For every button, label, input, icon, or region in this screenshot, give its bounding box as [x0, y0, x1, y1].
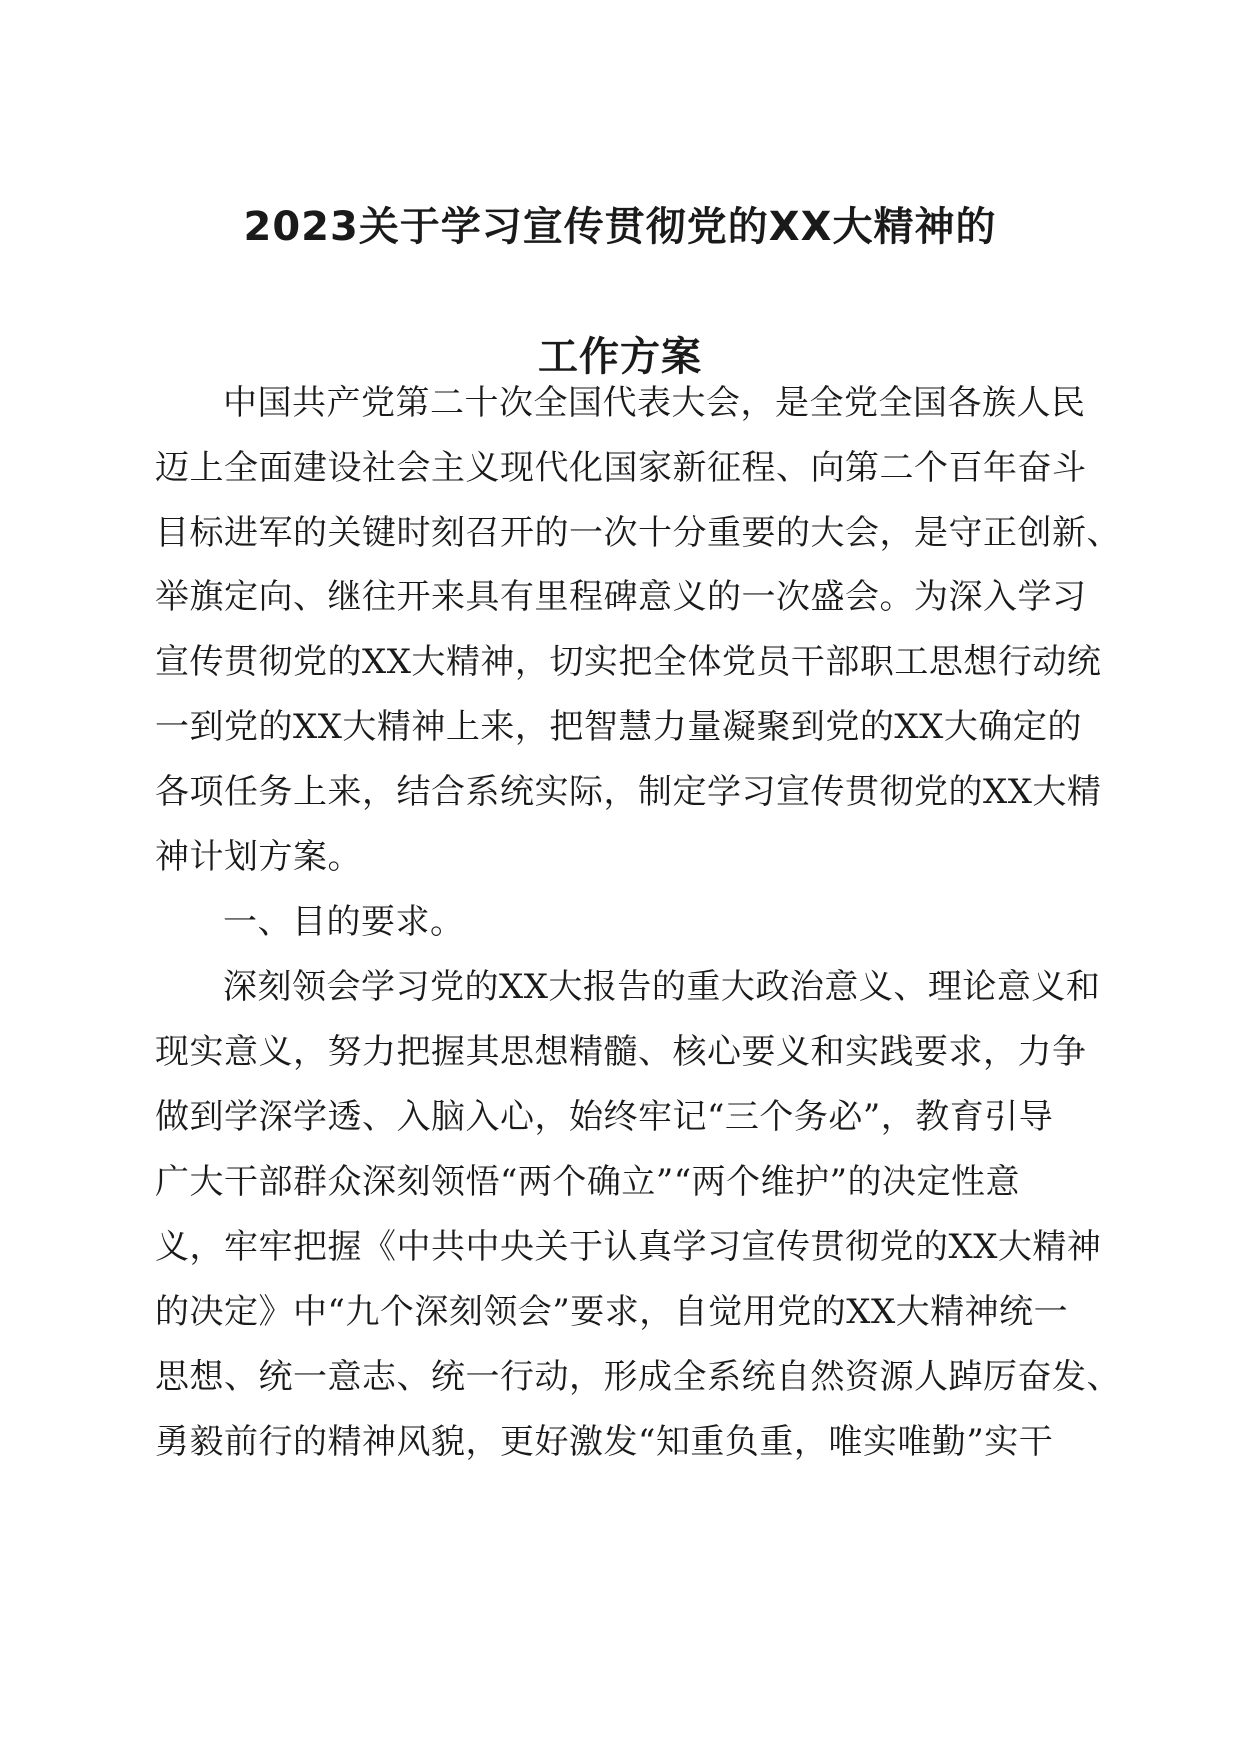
- paragraph-1-line: 目标进军的关键时刻召开的一次十分重要的大会，是守正创新、: [155, 513, 1121, 553]
- document-title-line-2: 工作方案: [538, 334, 702, 380]
- paragraph-2-line: 思想、统一意志、统一行动，形成全系统自然资源人踔厉奋发、: [155, 1357, 1121, 1397]
- paragraph-2-line: 广大干部群众深刻领悟“两个确立”“两个维护”的决定性意: [155, 1162, 1021, 1202]
- paragraph-1-line: 宣传贯彻党的XX大精神，切实把全体党员干部职工思想行动统: [155, 642, 1102, 682]
- document-title-line-1: 2023关于学习宣传贯彻党的XX大精神的: [243, 204, 997, 250]
- paragraph-2-line: 现实意义，努力把握其思想精髓、核心要义和实践要求，力争: [155, 1032, 1087, 1072]
- paragraph-2-line: 义，牢牢把握《中共中央关于认真学习宣传贯彻党的XX大精神: [155, 1227, 1102, 1267]
- paragraph-1-line: 一到党的XX大精神上来，把智慧力量凝聚到党的XX大确定的: [155, 707, 1082, 747]
- paragraph-2-line: 做到学深学透、入脑入心，始终牢记“三个务必”，教育引导: [155, 1097, 1054, 1137]
- paragraph-1-line: 迈上全面建设社会主义现代化国家新征程、向第二个百年奋斗: [155, 448, 1087, 488]
- section-heading: 一、目的要求。: [223, 902, 465, 942]
- paragraph-2-line: 勇毅前行的精神风貌，更好激发“知重负重，唯实唯勤”实干: [155, 1422, 1054, 1462]
- paragraph-1-line: 神计划方案。: [155, 837, 362, 877]
- paragraph-1-line: 各项任务上来，结合系统实际，制定学习宣传贯彻党的XX大精: [155, 772, 1102, 812]
- paragraph-2-line: 深刻领会学习党的XX大报告的重大政治意义、理论意义和: [223, 967, 1101, 1007]
- paragraph-1-line: 举旗定向、继往开来具有里程碑意义的一次盛会。为深入学习: [155, 577, 1087, 617]
- paragraph-2-line: 的决定》中“九个深刻领会”要求，自觉用党的XX大精神统一: [155, 1292, 1069, 1332]
- paragraph-1-line: 中国共产党第二十次全国代表大会，是全党全国各族人民: [223, 383, 1086, 423]
